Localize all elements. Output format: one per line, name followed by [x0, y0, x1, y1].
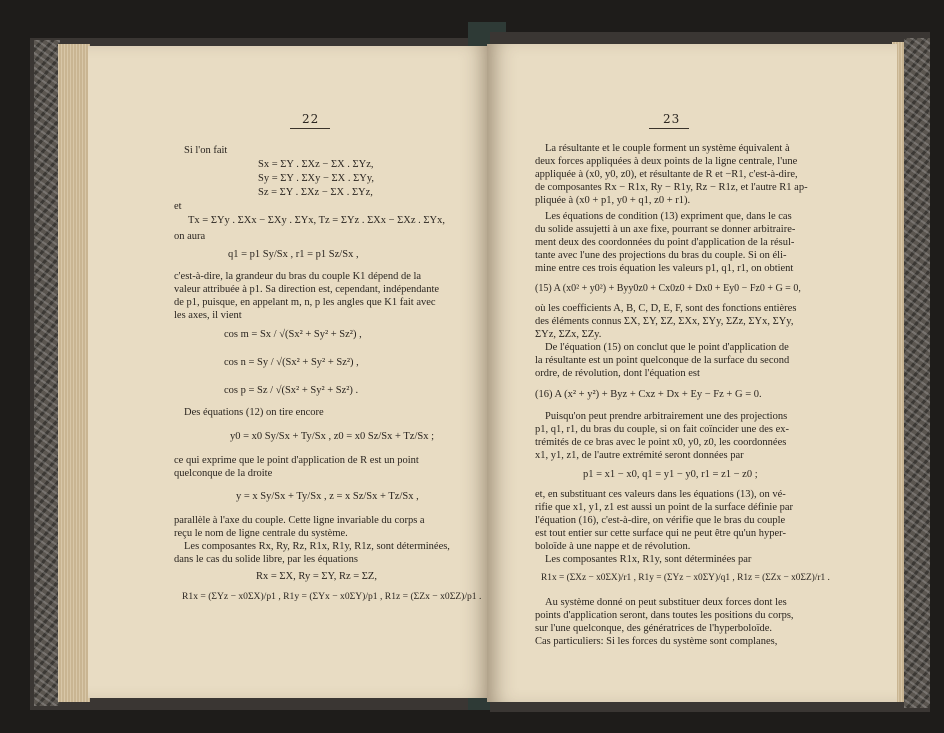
text-line: mine entre ces trois équation les valeurs p1, q1, r1, on obtient [535, 263, 794, 274]
text-line: ordre, de révolution, dont l'équation est [535, 368, 700, 379]
equation-15: (15) A (x0² + y0²) + Byy0z0 + Cx0z0 + Dx0 + Ey0 − Fz0 + G = 0, [535, 283, 801, 294]
text-line: la résultante est un point quelconque de la surface du second [535, 355, 790, 366]
formula-line: Sz = ΣY . ΣXz − ΣX . ΣYz, [258, 187, 373, 198]
text-line: Si l'on fait [184, 145, 228, 156]
marbled-board-left [34, 40, 60, 706]
text-line: p1, q1, r1, du bras du couple, si on fait coïncider une des ex- [535, 424, 789, 435]
text-line: La résultante et le couple forment un système équivalent à [545, 143, 790, 154]
text-line: et [174, 201, 182, 212]
left-page [88, 46, 490, 698]
text-line: quelconque de la droite [174, 468, 273, 479]
text-line: De l'équation (15) on conclut que le point d'application de [545, 342, 789, 353]
text-line: Cas particuliers: Si les forces du système sont complanes, [535, 636, 778, 647]
text-line: de p1, puisque, en appelant m, n, p les angles que K1 fait avec [174, 297, 436, 308]
text-line: Les composantes Rx, Ry, Rz, R1x, R1y, R1z, sont déterminées, [184, 541, 450, 552]
formula-line: Rx = ΣX, Ry = ΣY, Rz = ΣZ, [256, 571, 377, 582]
page-number: 23 [663, 112, 681, 126]
header-rule [290, 128, 330, 129]
text-line: rifie que x1, y1, z1 est aussi un point de la surface définie par [535, 502, 794, 513]
formula-line: cos n = Sy / √(Sx² + Sy² + Sz²) , [224, 357, 359, 368]
text-line: on aura [174, 231, 206, 242]
text-line: Les composantes R1x, R1y, sont déterminées par [545, 554, 752, 565]
text-line: boloïde à une nappe et de révolution. [535, 541, 691, 552]
formula-line: Tx = ΣYy . ΣXx − ΣXy . ΣYx, Tz = ΣYz . ΣXx − ΣXz . ΣYx, [188, 215, 445, 226]
text-line: reçu le nom de ligne centrale du système. [174, 528, 348, 539]
text-line: trémités de ce bras avec le point x0, y0, z0, les coordonnées [535, 437, 787, 448]
formula-line: y = x Sy/Sx + Ty/Sx , z = x Sz/Sx + Tz/Sx , [236, 491, 419, 502]
formula-line: R1x = (ΣXz − x0ΣX)/r1 , R1y = (ΣYz − x0ΣY)/q1 , R1z = (ΣZx − x0ΣZ)/r1 . [541, 573, 830, 583]
text-line: points d'application seront, dans toutes les positions du corps, [535, 610, 794, 621]
text-line: appliquée à (x0, y0, z0), et résultante de R et −R1, c'est-à-dire, [535, 169, 798, 180]
text-line: ce qui exprime que le point d'application de R est un point [174, 455, 419, 466]
text-line: c'est-à-dire, la grandeur du bras du couple K1 dépend de la [174, 271, 422, 282]
page-number: 22 [302, 112, 320, 126]
page-edges-left [58, 44, 90, 702]
text-line: et, en substituant ces valeurs dans les équations (13), on vé- [535, 489, 786, 500]
right-page [487, 44, 897, 702]
text-line: ment deux des coordonnées du point d'application de la résul- [535, 237, 795, 248]
formula-line: cos p = Sz / √(Sx² + Sy² + Sz²) . [224, 385, 359, 396]
text-line: parallèle à l'axe du couple. Cette ligne invariable du corps a [174, 515, 425, 526]
text-line: ΣYz, ΣZx, ΣZy. [535, 329, 602, 340]
text-line: valeur attribuée à p1. Sa direction est, cependant, indépendante [174, 284, 440, 295]
formula-line: Sx = ΣY . ΣXz − ΣX . ΣYz, [258, 159, 374, 170]
equation-16: (16) A (x² + y²) + Byz + Cxz + Dx + Ey − Fz + G = 0. [535, 389, 762, 400]
text-line: les axes, il vient [174, 310, 242, 321]
text-line: Au système donné on peut substituer deux forces dont les [545, 597, 787, 608]
text-line: Des équations (12) on tire encore [184, 407, 324, 418]
formula-line: q1 = p1 Sy/Sx , r1 = p1 Sz/Sx , [228, 249, 359, 260]
text-line: est tout entier sur cette surface qui ne peut être qu'un hyper- [535, 528, 786, 539]
text-line: où les coefficients A, B, C, D, E, F, sont des fonctions entières [535, 303, 797, 314]
formula-line: y0 = x0 Sy/Sx + Ty/Sx , z0 = x0 Sz/Sx + Tz/Sx ; [230, 431, 435, 442]
text-line: tante avec l'une des projections du bras du couple. Si on éli- [535, 250, 787, 261]
text-line: sur l'une quelconque, des génératrices de l'hyperboloïde. [535, 623, 773, 634]
formula-line: p1 = x1 − x0, q1 = y1 − y0, r1 = z1 − z0 ; [583, 469, 758, 480]
text-line: du solide assujetti à un axe fixe, pourrant se donner arbitraire- [535, 224, 796, 235]
text-line: deux forces appliquées à deux points de la ligne centrale, l'une [535, 156, 798, 167]
text-line: des éléments connus ΣX, ΣY, ΣZ, ΣXx, ΣYy, ΣZz, ΣYx, ΣYy, [535, 316, 794, 327]
text-line: Puisqu'on peut prendre arbitrairement une des projections [545, 411, 788, 422]
marbled-board-right [904, 38, 930, 708]
text-line: dans le cas du solide libre, par les équations [174, 554, 358, 565]
formula-line: Sy = ΣY . ΣXy − ΣX . ΣYy, [258, 173, 375, 184]
formula-line: cos m = Sx / √(Sx² + Sy² + Sz²) , [224, 329, 362, 340]
text-line: x1, y1, z1, de l'autre extrémité seront données par [535, 450, 744, 461]
header-rule [649, 128, 689, 129]
text-line: l'équation (16), c'est-à-dire, on vérifie que le bras du couple [535, 515, 786, 526]
text-line: Les équations de condition (13) expriment que, dans le cas [545, 211, 792, 222]
text-line: pliquée à (x0 + p1, y0 + q1, z0 + r1). [535, 195, 691, 206]
formula-line: R1x = (ΣYz − x0ΣX)/p1 , R1y = (ΣYx − x0ΣY)/p1 , R1z = (ΣZx − x0ΣZ)/p1 . [182, 591, 482, 602]
text-line: de composantes Rx − R1x, Ry − R1y, Rz − R1z, et l'autre R1 ap- [535, 182, 808, 193]
